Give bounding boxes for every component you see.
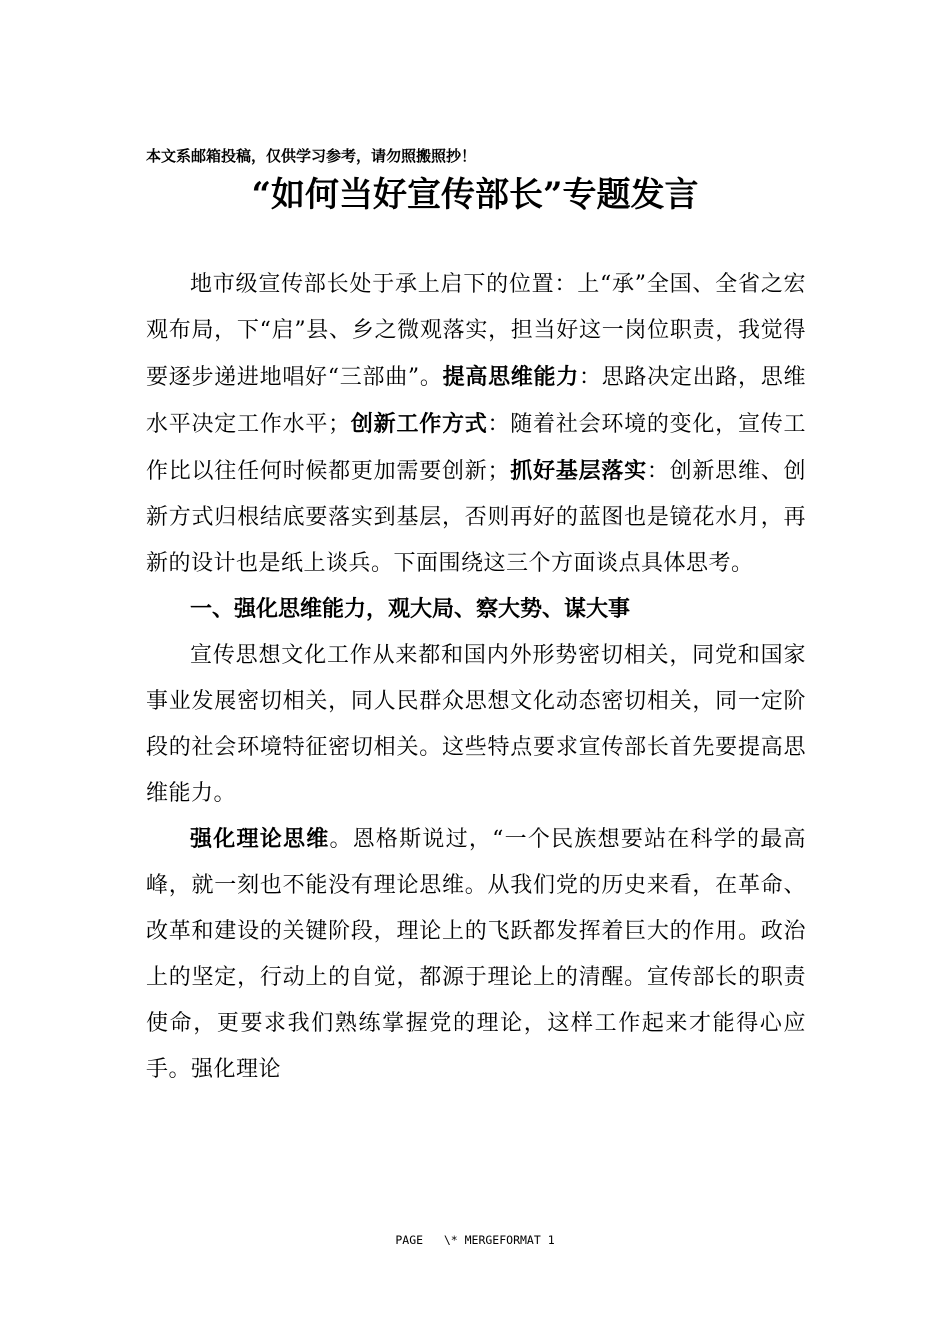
document-title: “如何当好宣传部长”专题发言 bbox=[251, 175, 699, 215]
page-footer: PAGE \* MERGEFORMAT 1 bbox=[395, 1233, 555, 1247]
intro-bold-3: 抓好基层落实 bbox=[510, 458, 647, 484]
intro-text-4: ：创新思维、创新方式归根结底要落实到基层，否则再好的蓝图也是镜花水月，再新的设计也是纸上谈兵。下面围绕这三个方面谈点具体思考。 bbox=[146, 459, 806, 576]
submission-notice: 本文系邮箱投稿，仅供学习参考，请勿照搬照抄！ bbox=[146, 147, 477, 165]
section-heading-1: 一、强化思维能力，观大局、察大势、谋大事 bbox=[190, 597, 631, 622]
subsection-paragraph-1 bbox=[146, 817, 806, 1093]
document-body bbox=[146, 262, 806, 1093]
subsection-lead: 强化理论思维 bbox=[190, 827, 330, 852]
intro-text-3: ：随着社会环境的变化，宣传工作比以往任何时候都更加需要创新； bbox=[146, 412, 806, 484]
intro-bold-2: 创新工作方式 bbox=[350, 411, 488, 437]
intro-paragraph bbox=[146, 262, 806, 587]
intro-text-1: 地市级宣传部长处于承上启下的位置：上“承”全国、全省之宏观布局，下“启”县、乡之微观落实，担当好这一岗位职责，我觉得要逐步递进地唱好“三部曲”。 bbox=[146, 272, 806, 390]
section-paragraph-1: 宣传思想文化工作从来都和国内外形势密切相关，同党和国家事业发展密切相关，同人民群众思想文化动态密切相关，同一定阶段的社会环境特征密切相关。这些特点要求宣传部长首先要提高思维能力。 bbox=[146, 643, 806, 806]
intro-bold-1: 提高思维能力 bbox=[442, 364, 579, 390]
intro-text-2: ：思路决定出路，思维水平决定工作水平； bbox=[146, 365, 806, 437]
subsection-text: 。恩格斯说过，“一个民族想要站在科学的最高峰，就一刻也不能没有理论思维。从我们党的历史来看，在革命、改革和建设的关键阶段，理论上的飞跃都发挥着巨大的作用。政治上的坚定，行动上的自觉，都源于理论上的清醒。宣传部长的职责使命，更要求我们熟练掌握党的理论，这样工作起来才能得心应手。强化理论 bbox=[146, 827, 806, 1082]
